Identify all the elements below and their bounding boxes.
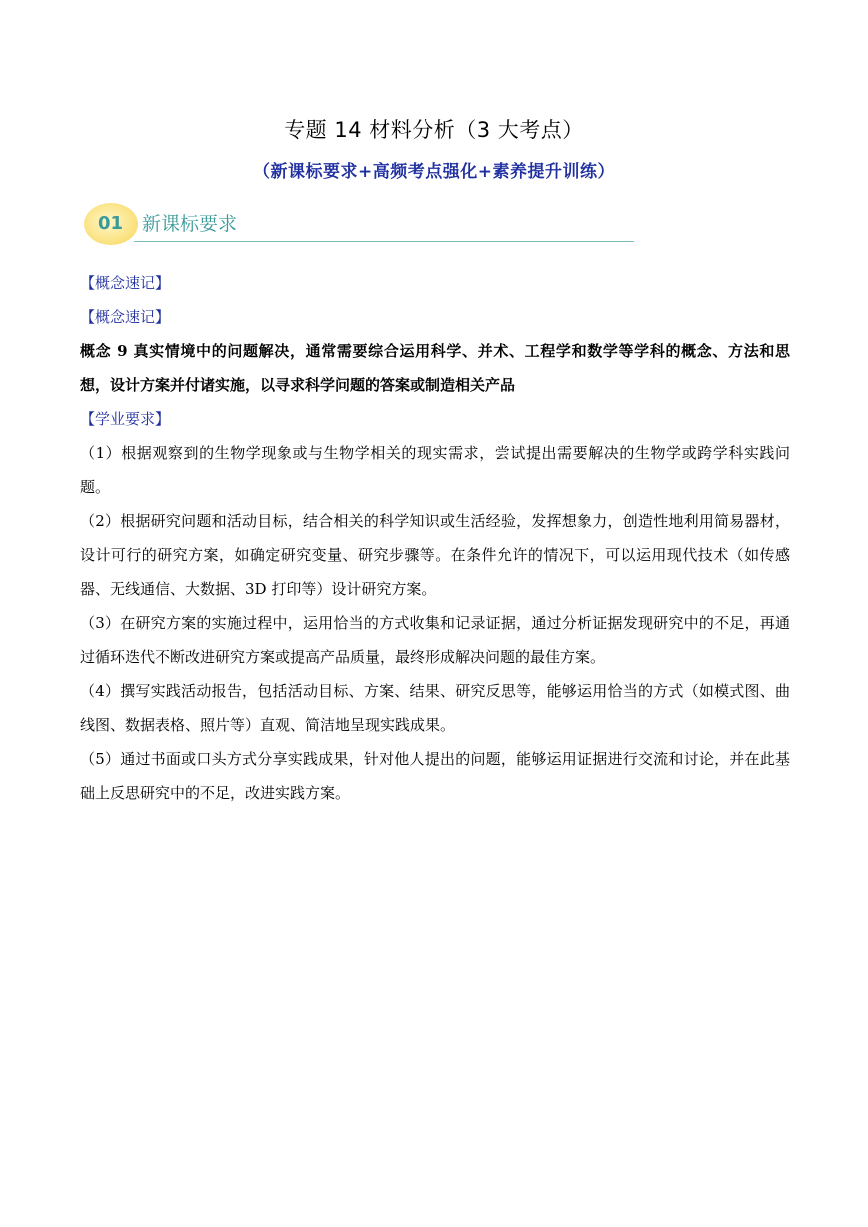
requirement-item-5: （5）通过书面或口头方式分享实践成果，针对他人提出的问题，能够运用证据进行交流和讨论，并在此基础上反思研究中的不足，改进实践方案。: [80, 750, 790, 802]
academic-requirements-label: 【学业要求】: [80, 410, 171, 428]
requirement-item-4: （4）撰写实践活动报告，包括活动目标、方案、结果、研究反思等，能够运用恰当的方式（如模式图、曲线图、数据表格、照片等）直观、简洁地呈现实践成果。: [80, 682, 790, 734]
section-divider: [134, 241, 634, 242]
requirement-item-2: （2）根据研究问题和活动目标，结合相关的科学知识或生活经验，发挥想象力，创造性地利用简易器材，设计可行的研究方案，如确定研究变量、研究步骤等。在条件允许的情况下，可以运用现代技术（如传感器、无线通信、大数据、3D 打印等）设计研究方案。: [80, 512, 790, 598]
requirement-item-1: （1）根据观察到的生物学现象或与生物学相关的现实需求，尝试提出需要解决的生物学或跨学科实践问题。: [80, 444, 790, 496]
requirement-item-3: （3）在研究方案的实施过程中，运用恰当的方式收集和记录证据，通过分析证据发现研究中的不足，再通过循环迭代不断改进研究方案或提高产品质量，最终形成解决问题的最佳方案。: [80, 614, 790, 666]
document-title: 专题 14 材料分析（3 大考点）: [284, 118, 584, 142]
document-body: [80, 266, 790, 810]
section-number: 01: [98, 213, 124, 234]
concept-quick-label: 【概念速记】: [80, 274, 171, 292]
concept-quick-label-repeat: 【概念速记】: [80, 308, 171, 326]
concept-statement: 概念 9 真实情境中的问题解决，通常需要综合运用科学、并术、工程学和数学等学科的概念、方法和思想，设计方案并付诸实施，以寻求科学问题的答案或制造相关产品: [80, 342, 790, 394]
section-title: 新课标要求: [142, 213, 238, 235]
document-subtitle: （新课标要求+高频考点强化+素养提升训练）: [253, 162, 615, 182]
section-header: [84, 200, 636, 246]
